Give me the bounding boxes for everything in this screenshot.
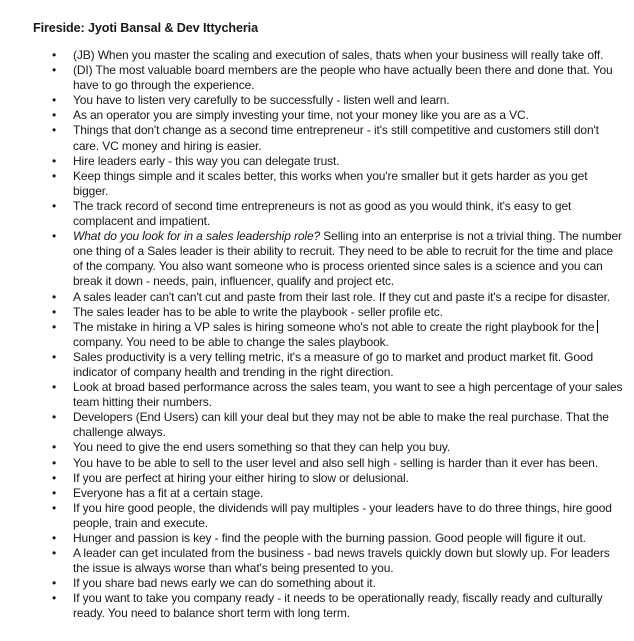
list-item-question: What do you look for in a sales leadership role? — [73, 229, 321, 244]
list-item — [33, 456, 623, 471]
list-item — [33, 440, 623, 455]
bullet-icon: • — [52, 63, 57, 78]
bullet-icon: • — [52, 440, 57, 455]
list-item — [33, 93, 623, 108]
bullet-icon: • — [52, 576, 57, 591]
bullet-icon: • — [52, 48, 57, 62]
list-item — [33, 576, 623, 591]
list-item — [33, 350, 623, 380]
bullet-icon: • — [52, 123, 57, 138]
list-item — [33, 380, 623, 410]
list-item — [33, 591, 623, 621]
bullet-icon: • — [52, 304, 57, 319]
list-item — [33, 290, 623, 305]
list-item-text: (DI) The most valuable board members are the people who have actually been there and done that. You have to go through the experience. — [73, 63, 613, 93]
bullet-icon: • — [52, 546, 57, 561]
list-item-text: Developers (End Users) can kill your deal but they may not be able to make the real purchase. That the challenge always. — [73, 410, 609, 440]
bullet-icon: • — [52, 198, 57, 213]
list-item-text: (JB) When you master the scaling and execution of sales, thats when your business will really take off. — [73, 48, 604, 62]
list-item — [33, 199, 623, 229]
bullet-icon: • — [52, 500, 57, 515]
text-cursor — [597, 320, 598, 333]
list-item — [33, 410, 623, 440]
list-item — [33, 123, 623, 153]
list-item — [33, 546, 623, 576]
list-item — [33, 471, 623, 486]
bullet-icon: • — [52, 470, 57, 485]
list-item — [33, 486, 623, 501]
list-item — [33, 501, 623, 531]
bullet-icon: • — [52, 455, 57, 470]
list-item — [33, 169, 623, 199]
list-item-text: The mistake in hiring a VP sales is hiring someone who's not able to create the right playbook for the company. You need to be able to change the sales playbook. — [73, 320, 598, 349]
list-item-text: Everyone has a fit at a certain stage. — [73, 485, 264, 500]
list-item-text: If you share bad news early we can do something about it. — [73, 576, 376, 591]
list-item-text: A leader can get inculated from the business - bad news travels quickly down but slowly up. For leaders the issue is always worse than what's being presented to you. — [73, 546, 610, 576]
bullet-icon: • — [52, 591, 57, 606]
list-item — [33, 48, 623, 63]
list-item — [33, 531, 623, 546]
list-item-text: Hire leaders early - this way you can delegate trust. — [73, 153, 340, 168]
bullet-icon: • — [52, 289, 57, 304]
list-item-text: If you are perfect at hiring your either hiring to slow or delusional. — [73, 470, 409, 485]
bullet-list — [33, 48, 623, 622]
list-item — [33, 320, 623, 350]
list-item-text: If you hire good people, the dividends will pay multiples - your leaders have to do three things, hire good people, train and execute. — [73, 500, 612, 530]
list-item-text: Hunger and passion is key - find the people with the burning passion. Good people will figure it out. — [73, 531, 586, 545]
list-item-text: Things that don't change as a second time entrepreneur - it's still competitive and customers still don't care. VC money and hiring is easier. — [73, 123, 599, 153]
list-item-text: The track record of second time entrepreneurs is not as good as you would think, it's easy to get complacent and impatient. — [73, 198, 572, 229]
bullet-icon: • — [52, 153, 57, 168]
bullet-icon: • — [52, 349, 57, 364]
bullet-icon: • — [52, 380, 57, 395]
bullet-icon: • — [52, 108, 57, 123]
bullet-icon: • — [52, 319, 57, 334]
list-item — [33, 63, 623, 93]
bullet-icon: • — [52, 93, 57, 108]
bullet-icon: • — [52, 229, 57, 244]
document-page[interactable] — [33, 20, 623, 622]
list-item-text: A sales leader can't can't cut and paste from their last role. If they cut and paste it's a recipe for disaster. — [73, 289, 611, 304]
list-item-text: You have to be able to sell to the user level and also sell high - selling is harder than it ever has been. — [73, 455, 599, 470]
bullet-icon: • — [52, 485, 57, 500]
list-item-text: Sales productivity is a very telling metric, it's a measure of go to market and product market fit. Good indicator of company health and trending in the right direction. — [73, 349, 594, 379]
list-item-text: Keep things simple and it scales better, this works when you're smaller but it gets harder as you get bigger. — [73, 168, 588, 198]
list-item-text: As an operator you are simply investing your time, not your money like you are as a VC. — [73, 108, 529, 123]
document-title: Fireside: Jyoti Bansal & Dev Ittycheria — [33, 21, 258, 35]
list-item — [33, 305, 623, 320]
bullet-icon: • — [52, 410, 57, 425]
list-item — [33, 154, 623, 169]
list-item-text: You need to give the end users something so that they can help you buy. — [73, 440, 451, 455]
list-item — [33, 229, 623, 289]
list-item-text: If you want to take you company ready - it needs to be operationally ready, fiscally ready and culturally ready. You need to balance short term with long term. — [73, 591, 603, 621]
list-item-text: Selling into an enterprise is not a trivial thing. The number one thing of a Sales leader is their ability to recruit. They need to be able to recruit for the time and place of the company. You also want someone who is process oriented since sales is a science and you can break it down - needs, pain, influencer, qualify and project etc. — [73, 229, 622, 289]
list-item-text: Look at broad based performance across the sales team, you want to see a high percentage of your sales team hitting their numbers. — [73, 380, 623, 410]
bullet-icon: • — [52, 168, 57, 183]
list-item-text: The sales leader has to be able to write the playbook - seller profile etc. — [73, 304, 443, 319]
list-item — [33, 108, 623, 123]
list-item-text: You have to listen very carefully to be successfully - listen well and learn. — [73, 93, 450, 108]
bullet-icon: • — [52, 531, 57, 545]
